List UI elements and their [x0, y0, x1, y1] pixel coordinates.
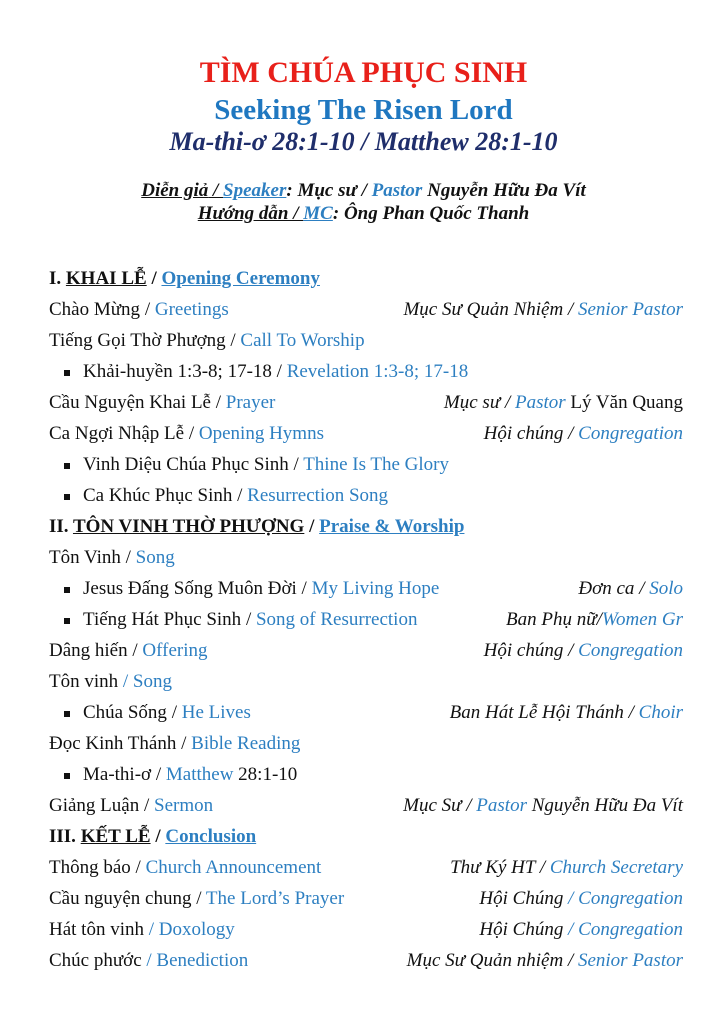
- program-subitem-revelation: Khải-huyền 1:3-8; 17-18 / Revelation 1:3-8; 17-18: [49, 359, 683, 385]
- program-subitem-my-living-hope: Jesus Đấng Sống Muôn Đời / My Living Hope Đơn ca / Solo: [49, 576, 683, 602]
- program-item-doxology: Hát tôn vinh / Doxology Hội Chúng / Congregation: [49, 919, 683, 940]
- program-subitem-song-of-resurrection: Tiếng Hát Phục Sinh / Song of Resurrection Ban Phụ nữ/Women Gr: [49, 607, 683, 633]
- bullet-icon: [64, 463, 70, 469]
- program-item-sermon: Giảng Luận / Sermon Mục Sư / Pastor Nguyễn Hữu Đa Vít: [49, 795, 683, 816]
- program-item-announcement: Thông báo / Church Announcement Thư Ký HT / Church Secretary: [49, 857, 683, 878]
- program-subitem-matthew: Ma-thi-ơ / Matthew 28:1-10: [49, 762, 683, 788]
- program-item-prayer: Cầu Nguyện Khai Lễ / Prayer Mục sư / Pastor Lý Văn Quang: [49, 392, 683, 413]
- title-vietnamese: TÌM CHÚA PHỤC SINH: [199, 56, 528, 89]
- bullet-icon: [64, 618, 70, 624]
- bullet-icon: [64, 587, 70, 593]
- program-item-lords-prayer: Cầu nguyện chung / The Lord’s Prayer Hội Chúng / Congregation: [49, 888, 683, 909]
- title-english: Seeking The Risen Lord: [214, 94, 513, 126]
- program-subitem-he-lives: Chúa Sống / He Lives Ban Hát Lễ Hội Thánh / Choir: [49, 700, 683, 726]
- bullet-icon: [64, 494, 70, 500]
- program-item-greetings: Chào Mừng / Greetings Mục Sư Quản Nhiệm / Senior Pastor: [49, 299, 683, 320]
- program-subitem-resurrection-song: Ca Khúc Phục Sinh / Resurrection Song: [49, 483, 683, 509]
- program-item-song-2: Tôn vinh / Song: [49, 671, 172, 692]
- section-praise-worship: II. TÔN VINH THỜ PHƯỢNG / Praise & Worship: [49, 516, 465, 537]
- program-item-call-to-worship: Tiếng Gọi Thờ Phượng / Call To Worship: [49, 330, 365, 351]
- scripture-reference: Ma-thi-ơ 28:1-10 / Matthew 28:1-10: [169, 127, 558, 156]
- program-item-bible-reading: Đọc Kinh Thánh / Bible Reading: [49, 733, 301, 754]
- program-item-opening-hymns: Ca Ngợi Nhập Lễ / Opening Hymns Hội chúng / Congregation: [49, 423, 683, 444]
- section-opening-ceremony: I. KHAI LỄ / Opening Ceremony: [49, 268, 320, 289]
- section-conclusion: III. KẾT LỄ / Conclusion: [49, 826, 257, 847]
- bullet-icon: [64, 370, 70, 376]
- program-subitem-thine-is-the-glory: Vinh Diệu Chúa Phục Sinh / Thine Is The Glory: [49, 452, 683, 478]
- bullet-icon: [64, 773, 70, 779]
- speaker-credit: Diễn giả / Speaker: Mục sư / Pastor Nguyễn Hữu Đa Vít: [141, 180, 586, 201]
- program-item-benediction: Chúc phước / Benediction Mục Sư Quản nhiệm / Senior Pastor: [49, 950, 683, 971]
- program-item-song: Tôn Vinh / Song: [49, 547, 175, 568]
- bullet-icon: [64, 711, 70, 717]
- program-item-offering: Dâng hiến / Offering Hội chúng / Congregation: [49, 640, 683, 661]
- mc-credit: Hướng dẫn / MC: Ông Phan Quốc Thanh: [197, 203, 530, 224]
